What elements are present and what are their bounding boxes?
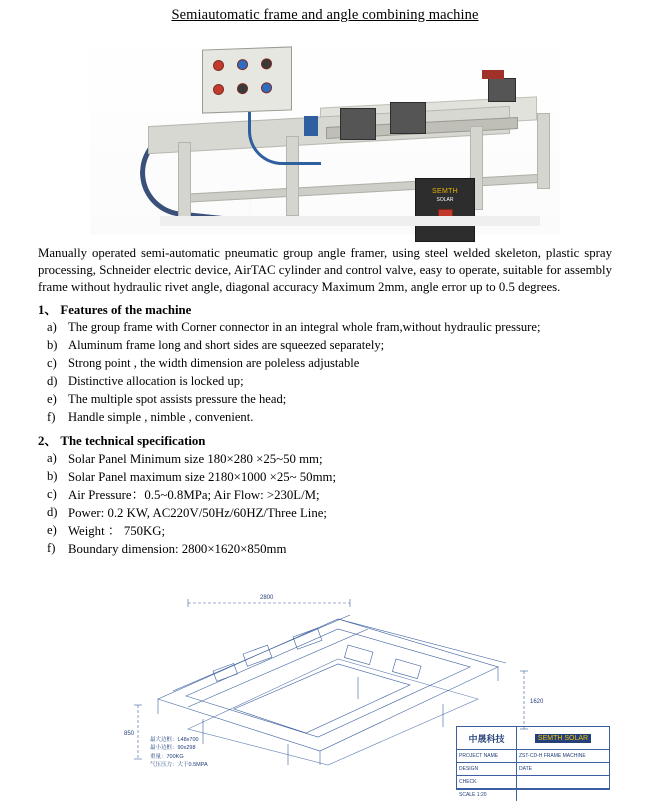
list-item xyxy=(38,319,612,337)
title-block-header-row xyxy=(457,727,609,750)
list-item xyxy=(38,540,612,558)
list-marker: a) xyxy=(47,320,57,335)
title-block-label: PROJECT NAME xyxy=(457,750,517,762)
cad-notes xyxy=(150,736,208,770)
document-page xyxy=(0,7,650,798)
controller-enclosure xyxy=(415,178,475,242)
list-marker: b) xyxy=(47,468,58,483)
machine-photo xyxy=(90,30,560,235)
list-text: Solar Panel Minimum size 180×280 ×25~50 mm; xyxy=(68,451,323,466)
list-text: Boundary dimension: 2800×1620×850mm xyxy=(68,542,287,557)
specification-heading-text: The technical specification xyxy=(60,433,206,448)
list-text: Solar Panel maximum size 2180×1000 ×25~ 50mm; xyxy=(68,469,337,484)
table-row xyxy=(457,763,609,776)
features-number: 1、 xyxy=(38,303,58,318)
cad-title-block xyxy=(456,726,610,798)
panel-button-black xyxy=(261,58,272,69)
pneumatic-valve xyxy=(304,116,318,136)
list-text: Aluminum frame long and short sides are squeezed separately; xyxy=(68,338,385,353)
list-item xyxy=(38,409,612,427)
control-panel xyxy=(202,46,292,113)
title-block-label: CHECK xyxy=(457,776,517,788)
list-item xyxy=(38,450,612,468)
panel-button-blue xyxy=(261,82,272,93)
company-logo: SEMTH SOLAR xyxy=(535,734,591,743)
controller-brand-sub: SOLAR xyxy=(436,197,454,203)
title-block-value: DATE xyxy=(519,766,532,772)
list-text: Distinctive allocation is locked up; xyxy=(68,374,244,389)
list-item xyxy=(38,355,612,373)
cad-note: 气压压力：大于0.5MPA xyxy=(150,762,208,769)
clamp-head xyxy=(488,78,516,102)
cad-note: 重量：700KG xyxy=(150,753,184,760)
features-list xyxy=(38,319,612,426)
list-text: The group frame with Corner connector in an integral whole fram,without hydraulic pressure; xyxy=(68,320,541,335)
list-text: Air Pressure：0.5~0.8MPa; Air Flow: >230L/M; xyxy=(68,487,320,502)
list-text: Handle simple , nimble , convenient. xyxy=(68,409,254,424)
controller-brand-label: SEMTH xyxy=(432,188,458,195)
table-row xyxy=(457,776,609,789)
list-item xyxy=(38,468,612,486)
list-marker: c) xyxy=(47,486,57,501)
list-item xyxy=(38,522,612,540)
panel-button-red xyxy=(213,84,224,95)
list-marker: d) xyxy=(47,374,58,389)
red-cylinder-part xyxy=(482,70,504,79)
cad-note: 最小边框：90x298 xyxy=(150,745,196,752)
cad-dimension-label: 1620 xyxy=(530,699,544,705)
list-text: The multiple spot assists pressure the head; xyxy=(68,391,287,406)
cad-note: 最大边框：L48x700 xyxy=(150,736,199,743)
list-marker: e) xyxy=(47,391,57,406)
intro-paragraph: Manually operated semi-automatic pneumatic group angle framer, using steel welded skeleton, plastic spray processing, Schneider electric device, AirTAC cylinder and control valve, easy to operate, suitable for assembly frame without hydraulic rivet angle, diagonal accuracy Maximum 2mm, angle error up to 0.5 degrees. xyxy=(38,246,612,295)
list-text: Power: 0.2 KW, AC220V/50Hz/60HZ/Three Line; xyxy=(68,506,327,521)
features-heading-text: Features of the machine xyxy=(60,303,192,318)
clamp-head xyxy=(340,108,376,140)
list-marker: d) xyxy=(47,505,58,520)
features-heading xyxy=(38,299,612,318)
list-text: Strong point , the width dimension are poleless adjustable xyxy=(68,356,360,371)
machine-leg xyxy=(178,142,191,218)
title-block-value: ZST-CD-H FRAME MACHINE xyxy=(519,753,586,759)
clamp-head xyxy=(390,102,426,134)
machine-leg xyxy=(537,113,550,189)
list-item xyxy=(38,504,612,522)
list-item xyxy=(38,391,612,409)
list-item xyxy=(38,373,612,391)
specification-heading xyxy=(38,430,612,449)
table-row xyxy=(457,789,609,801)
cad-drawing xyxy=(38,559,612,798)
page-title: Semiautomatic frame and angle combining machine xyxy=(171,7,479,23)
list-item xyxy=(38,486,612,504)
list-marker: a) xyxy=(47,450,57,465)
list-text: Weight ： 750KG; xyxy=(68,524,166,539)
title-block-value xyxy=(517,776,609,788)
list-marker: b) xyxy=(47,338,58,353)
list-marker: f) xyxy=(47,541,56,556)
list-item xyxy=(38,337,612,355)
list-marker: c) xyxy=(47,356,57,371)
specification-list xyxy=(38,450,612,559)
list-marker: e) xyxy=(47,523,57,538)
panel-button-black xyxy=(237,83,248,94)
title-block-label: SCALE 1:20 xyxy=(457,789,517,801)
specification-number: 2、 xyxy=(38,433,58,448)
cad-dimension-label: 2800 xyxy=(260,595,274,601)
table-row xyxy=(457,750,609,763)
list-marker: f) xyxy=(47,409,56,424)
panel-button-red xyxy=(213,60,224,71)
title-block-value xyxy=(517,789,609,801)
company-name: 中晟科技 xyxy=(468,733,505,744)
panel-button-blue xyxy=(237,59,248,70)
cad-dimension-label: 850 xyxy=(124,731,135,737)
floor-shadow xyxy=(160,216,540,226)
title-block-label: DESIGN xyxy=(457,763,517,775)
